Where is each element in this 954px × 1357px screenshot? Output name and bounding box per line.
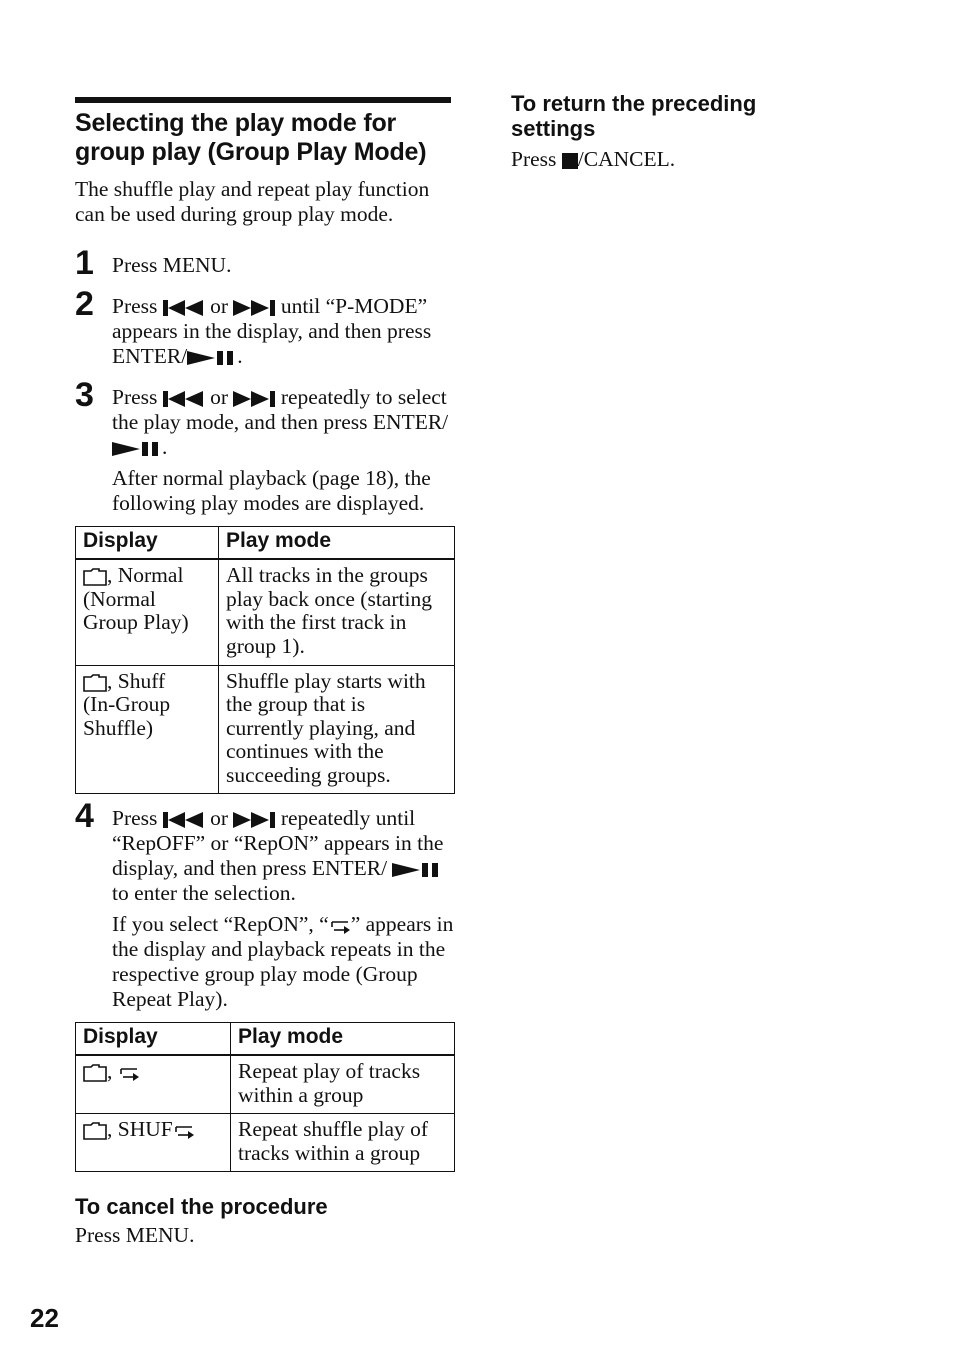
folder-icon xyxy=(83,1122,107,1140)
step-number: 1 xyxy=(75,244,94,282)
return-settings-text: Press /CANCEL. xyxy=(511,147,676,171)
table-header-play-mode: Play mode xyxy=(231,1023,455,1056)
play-mode-table xyxy=(75,526,455,794)
folder-icon xyxy=(83,1064,107,1082)
repeat-icon xyxy=(173,1123,195,1139)
section-rule xyxy=(75,97,451,103)
cancel-text: Press MENU. xyxy=(75,1223,195,1247)
table-row: , Shuff (In-Group Shuffle) Shuffle play starts with the group that is currently playing, and continues with the succeeding groups. xyxy=(76,665,455,794)
prev-track-icon xyxy=(163,812,205,828)
play-pause-icon xyxy=(112,441,162,457)
table-row: , Repeat play of tracks within a group xyxy=(76,1055,455,1114)
intro-paragraph: The shuffle play and repeat play function can be used during group play mode. xyxy=(75,177,430,226)
left-column xyxy=(75,97,455,1248)
prev-track-icon xyxy=(163,300,205,316)
folder-icon xyxy=(83,568,107,586)
table-row: , SHUF Repeat shuffle play of tracks within a group xyxy=(76,1114,455,1172)
step-text: Press MENU. xyxy=(112,253,232,277)
right-column xyxy=(511,91,871,172)
return-settings-heading: To return the preceding settings xyxy=(511,91,757,141)
cancel-heading: To cancel the procedure xyxy=(75,1194,328,1219)
table-header-row xyxy=(76,527,455,560)
step-note: If you select “RepON”, “ ” appears in the display and playback repeats in the respective group play mode (Group Repeat Play). xyxy=(112,912,454,1011)
play-pause-icon xyxy=(187,350,237,366)
page-number: 22 xyxy=(30,1303,59,1333)
repeat-icon xyxy=(118,1065,140,1081)
section-title: Selecting the play mode for group play (Group Play Mode) xyxy=(75,109,427,166)
next-track-icon xyxy=(233,812,275,828)
step-note: After normal playback (page 18), the following play modes are displayed. xyxy=(112,466,431,515)
next-track-icon xyxy=(233,300,275,316)
step-1 xyxy=(75,244,455,282)
folder-icon xyxy=(83,674,107,692)
repeat-icon xyxy=(329,918,351,934)
table-header-play-mode: Play mode xyxy=(219,527,455,560)
repeat-mode-table xyxy=(75,1022,455,1172)
stop-icon xyxy=(562,153,578,169)
play-pause-icon xyxy=(392,862,442,878)
prev-track-icon xyxy=(163,391,205,407)
step-3: 3 Press or repeatedly to select the play mode, and then press ENTER/. After normal playback (page 18), the following play modes are displayed. xyxy=(75,385,455,516)
step-2: 2 Press or until “P-MODE” appears in the display, and then press ENTER/ . xyxy=(75,285,432,368)
table-header-row xyxy=(76,1023,455,1056)
step-number: 4 xyxy=(75,797,94,835)
next-track-icon xyxy=(233,391,275,407)
step-number: 3 xyxy=(75,376,94,414)
table-header-display: Display xyxy=(76,1023,231,1056)
step-4: 4 Press or repeatedly until “RepOFF” or “RepON” appears in the display, and then press ENTER/ to enter the selection. If you select “RepON”, “ ” appears in the display and playback repeats in the respective group play mode (Group Repeat Play). xyxy=(75,797,454,1011)
table-row: , Normal (Normal Group Play) All tracks in the groups play back once (starting with the first track in group 1). xyxy=(76,559,455,665)
table-header-display: Display xyxy=(76,527,219,560)
step-number: 2 xyxy=(75,285,94,323)
